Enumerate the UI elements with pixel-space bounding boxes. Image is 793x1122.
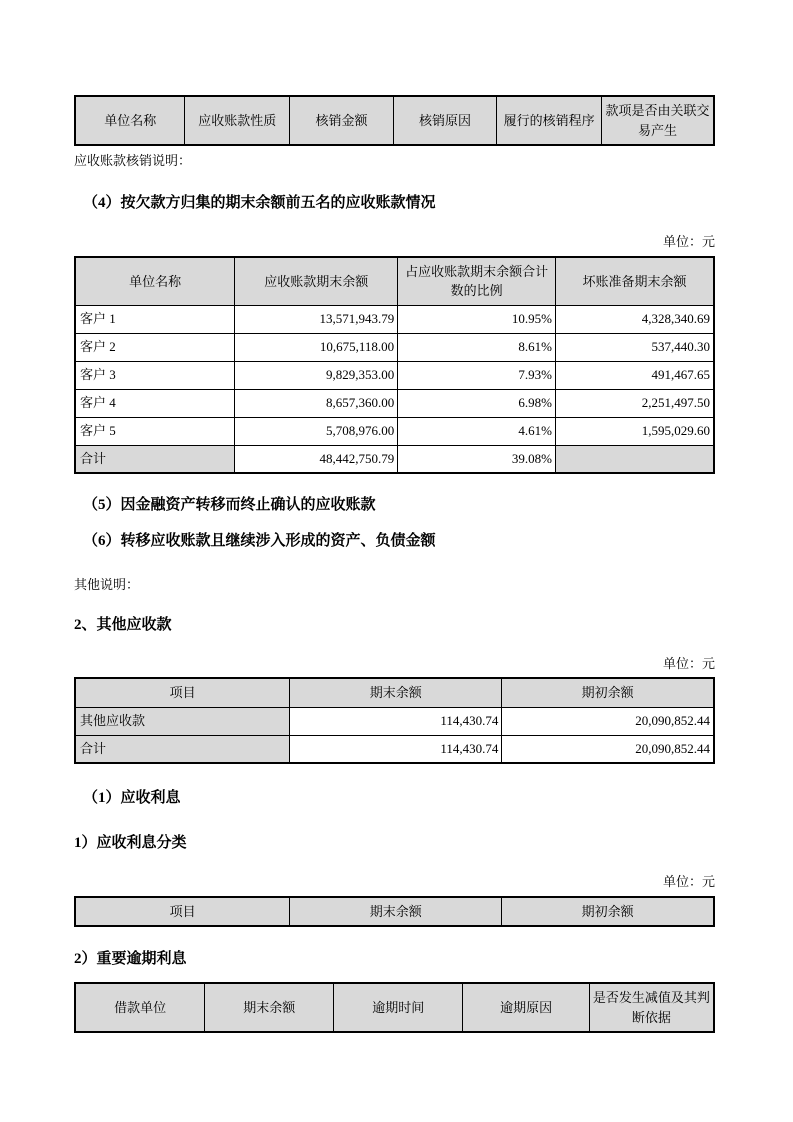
total-row [75,445,714,473]
bad-debt-balance: 4,328,340.69 [556,305,714,333]
ending-balance: 13,571,943.79 [235,305,398,333]
writeoff-note: 应收账款核销说明： [74,153,192,168]
writeoff-col-unit-name: 单位名称 [75,96,185,145]
top5-receivables-table [74,256,715,475]
interest-classification-header-row [75,897,714,927]
col-ending-balance: 期末余额 [290,678,502,707]
total-label: 合计 [75,445,235,473]
top5-col-unit-name: 单位名称 [75,257,235,306]
ending-balance: 5,708,976.00 [235,417,398,445]
other-receivables-table [74,677,715,764]
interest-classification-title: 1）应收利息分类 [74,835,187,852]
other-note: 其他说明： [74,577,140,593]
ratio: 8.61% [398,333,556,361]
top5-col-bad-debt: 坏账准备期末余额 [556,257,714,306]
ending-balance: 8,657,360.00 [235,389,398,417]
ending-balance: 9,829,353.00 [235,361,398,389]
total-ending-balance: 48,442,750.79 [235,445,398,473]
writeoff-header-row [75,96,714,145]
col-item: 项目 [75,678,290,707]
col-overdue-reason: 逾期原因 [463,983,590,1032]
total-row [75,735,714,763]
beginning-balance: 20,090,852.44 [502,707,714,735]
col-beginning-balance: 期初余额 [502,897,714,927]
table-row [75,333,714,361]
customer-name: 客户 1 [75,305,235,333]
item-name: 其他应收款 [75,707,290,735]
writeoff-col-procedure: 履行的核销程序 [497,96,602,145]
interest-classification-table [74,896,715,928]
unit-label-interest: 单位：元 [662,874,715,890]
section6-title: （6）转移应收账款且继续涉入形成的资产、负债金额 [83,533,436,550]
top5-col-ending-balance: 应收账款期末余额 [235,257,398,306]
customer-name: 客户 5 [75,417,235,445]
bad-debt-balance: 1,595,029.60 [556,417,714,445]
total-bad-debt [556,445,714,473]
col-ending-balance: 期末余额 [205,983,334,1032]
unit-label-sec4: 单位：元 [662,234,715,250]
ending-balance: 10,675,118.00 [235,333,398,361]
writeoff-col-related-party: 款项是否由关联交易产生 [602,96,715,145]
table-row [75,389,714,417]
col-item: 项目 [75,897,290,927]
ending-balance: 114,430.74 [290,707,502,735]
table-row [75,305,714,333]
other-receivables-header-row [75,678,714,707]
total-ratio: 39.08% [398,445,556,473]
top5-header-row [75,257,714,306]
col-ending-balance: 期末余额 [290,897,502,927]
table-row [75,361,714,389]
bad-debt-balance: 491,467.65 [556,361,714,389]
bad-debt-balance: 537,440.30 [556,333,714,361]
writeoff-col-amount: 核销金额 [290,96,394,145]
col-borrower: 借款单位 [75,983,205,1032]
customer-name: 客户 4 [75,389,235,417]
customer-name: 客户 2 [75,333,235,361]
unit-label-sec2: 单位：元 [662,655,715,671]
customer-name: 客户 3 [75,361,235,389]
overdue-interest-header-row [75,983,714,1032]
total-label: 合计 [75,735,290,763]
interest-title: （1）应收利息 [83,790,181,807]
col-overdue-time: 逾期时间 [334,983,463,1032]
section5-title: （5）因金融资产转移而终止确认的应收账款 [83,497,376,514]
col-impairment-judgement: 是否发生减值及其判断依据 [589,983,714,1032]
writeoff-col-reason: 核销原因 [393,96,497,145]
section4-title: （4）按欠款方归集的期末余额前五名的应收账款情况 [83,195,436,212]
total-ending-balance: 114,430.74 [290,735,502,763]
table-row [75,707,714,735]
bad-debt-balance: 2,251,497.50 [556,389,714,417]
ratio: 10.95% [398,305,556,333]
col-beginning-balance: 期初余额 [502,678,714,707]
table-row [75,417,714,445]
ratio: 4.61% [398,417,556,445]
overdue-interest-title: 2）重要逾期利息 [74,951,187,968]
writeoff-table [74,95,715,146]
total-beginning-balance: 20,090,852.44 [502,735,714,763]
ratio: 6.98% [398,389,556,417]
writeoff-col-nature: 应收账款性质 [185,96,290,145]
top5-col-ratio: 占应收账款期末余额合计数的比例 [398,257,556,306]
ratio: 7.93% [398,361,556,389]
section2-title: 2、其他应收款 [74,616,172,633]
overdue-interest-table [74,982,715,1033]
